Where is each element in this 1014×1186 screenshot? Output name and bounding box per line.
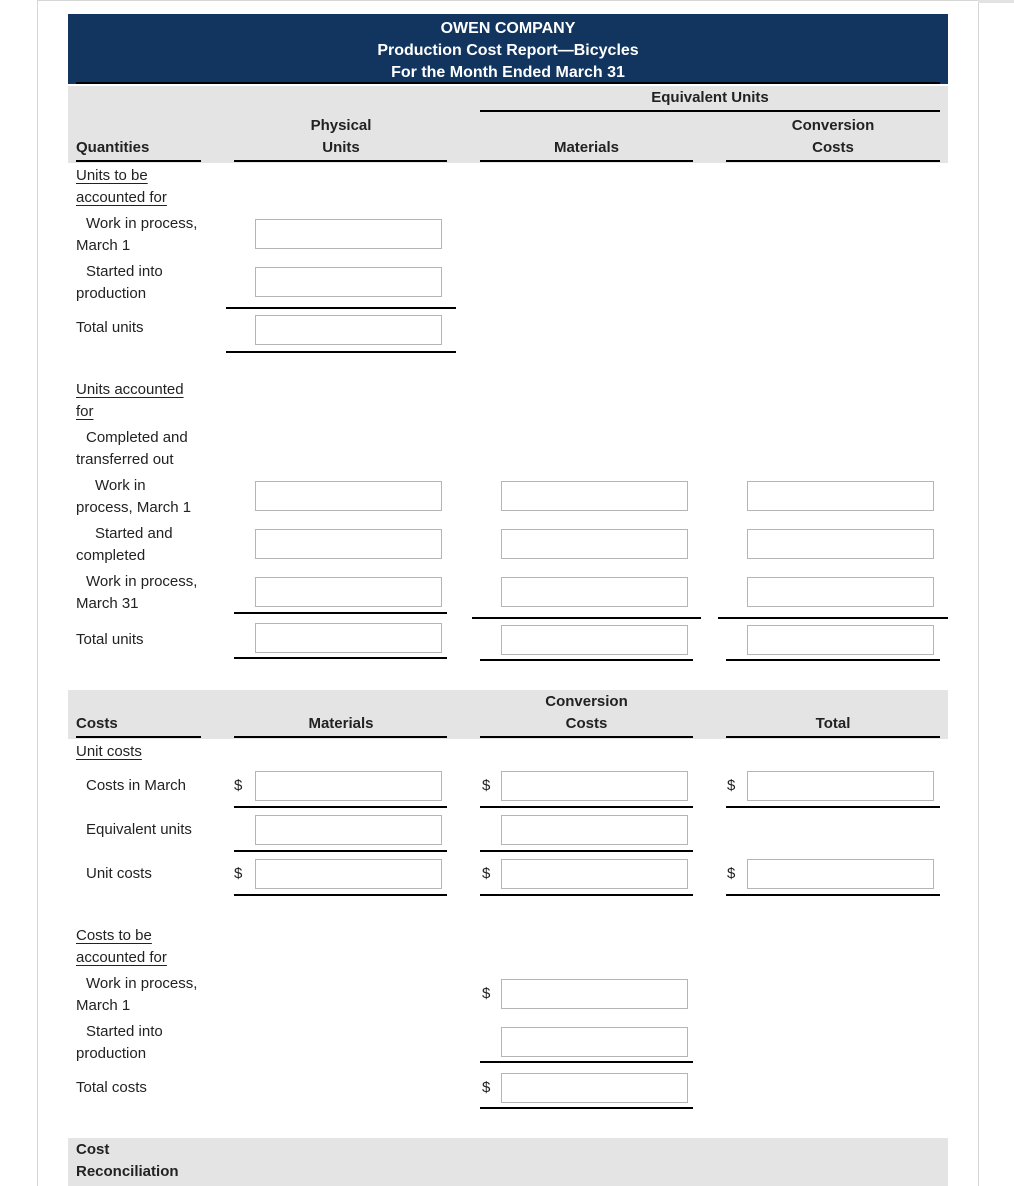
- label-started-into-production: Started into production: [76, 263, 163, 302]
- materials-equivalent-units-input[interactable]: [255, 815, 442, 845]
- materials-total-units-input[interactable]: [501, 625, 688, 655]
- report-title: Production Cost Report—Bicycles: [377, 42, 639, 59]
- label-total-units: Total units: [76, 319, 144, 336]
- label-total-costs: Total costs: [76, 1079, 147, 1096]
- costs-col-total: Total: [815, 715, 851, 732]
- materials-rule: [480, 160, 693, 162]
- label-wip-march1: Work in process, March 1: [76, 215, 198, 254]
- units-to-be-accounted-heading: Units to be accounted for: [76, 167, 167, 206]
- rule-unit-costs-materials: [234, 894, 447, 896]
- costs-wip-march1-input[interactable]: [501, 979, 688, 1009]
- quantities-rule: [76, 160, 201, 162]
- dollar-sign: $: [482, 865, 491, 882]
- rule-costs-march-total: [726, 806, 940, 808]
- costs-label-rule: [76, 736, 201, 738]
- total-rule-materials: [480, 659, 693, 661]
- physical-total-units-2-input[interactable]: [255, 623, 442, 653]
- equivalent-units-rule: [480, 110, 940, 112]
- costs-label: Costs: [76, 715, 118, 732]
- costs-conversion-rule: [480, 736, 693, 738]
- total-rule-physical: [234, 657, 447, 659]
- equivalent-units-header: Equivalent Units: [651, 89, 769, 106]
- frame-left: [37, 0, 38, 1186]
- conversion-started-completed-input[interactable]: [747, 529, 934, 559]
- costs-started-input[interactable]: [501, 1027, 688, 1057]
- reconciliation-header-band: [68, 1138, 948, 1186]
- frame-right: [978, 0, 979, 1186]
- col-materials: Materials: [553, 139, 620, 156]
- physical-wip-march31-input[interactable]: [255, 577, 442, 607]
- col-conversion-costs: Conversion Costs: [791, 117, 875, 156]
- physical-wip-march1-input[interactable]: [255, 219, 442, 249]
- subtotal-rule-1: [226, 307, 456, 309]
- rule-costs-march-materials: [234, 806, 447, 808]
- subtotal-rule-materials: [472, 617, 701, 619]
- physical-total-units-input[interactable]: [255, 315, 442, 345]
- conversion-equivalent-units-input[interactable]: [501, 815, 688, 845]
- label-costs-in-march: Costs in March: [86, 777, 187, 794]
- total-rule-conversion: [726, 659, 940, 661]
- conversion-unit-costs-input[interactable]: [501, 859, 688, 889]
- rule-costs-march-conversion: [480, 806, 693, 808]
- materials-started-completed-input[interactable]: [501, 529, 688, 559]
- costs-materials-rule: [234, 736, 447, 738]
- costs-total-rule: [726, 736, 940, 738]
- company-name: OWEN COMPANY: [440, 20, 576, 37]
- report-header: [68, 14, 948, 84]
- header-rule: [76, 82, 940, 84]
- label-completed-transferred: Completed and transferred out: [76, 429, 188, 468]
- costs-to-be-accounted-heading: Costs to be accounted for: [76, 927, 167, 966]
- physical-comp-wip-input[interactable]: [255, 481, 442, 511]
- conversion-costs-in-march-input[interactable]: [501, 771, 688, 801]
- dollar-sign: $: [727, 865, 736, 882]
- materials-comp-wip-input[interactable]: [501, 481, 688, 511]
- rule-total-costs: [480, 1107, 693, 1109]
- scroll-edge: [978, 0, 1014, 3]
- physical-rule: [234, 160, 447, 162]
- dollar-sign: $: [482, 777, 491, 794]
- total-unit-costs-input[interactable]: [747, 859, 934, 889]
- label-equivalent-units: Equivalent units: [86, 821, 192, 838]
- rule-unit-costs-total: [726, 894, 940, 896]
- dollar-sign: $: [482, 1079, 491, 1096]
- rule-eq-units-materials: [234, 850, 447, 852]
- rule-costs-subtotal: [480, 1061, 693, 1063]
- col-physical-units: Physical Units: [310, 117, 372, 156]
- total-costs-in-march-input[interactable]: [747, 771, 934, 801]
- label-started-completed: Started and completed: [76, 525, 173, 564]
- physical-started-completed-input[interactable]: [255, 529, 442, 559]
- label-total-units-2: Total units: [76, 631, 144, 648]
- dollar-sign: $: [727, 777, 736, 794]
- total-costs-input[interactable]: [501, 1073, 688, 1103]
- costs-col-materials: Materials: [308, 715, 374, 732]
- label-costs-wip-march1: Work in process, March 1: [76, 975, 198, 1014]
- dollar-sign: $: [234, 777, 243, 794]
- physical-started-input[interactable]: [255, 267, 442, 297]
- conversion-total-units-input[interactable]: [747, 625, 934, 655]
- frame-top: [37, 0, 978, 1]
- label-unit-costs: Unit costs: [86, 865, 152, 882]
- materials-wip-march31-input[interactable]: [501, 577, 688, 607]
- dollar-sign: $: [234, 865, 243, 882]
- quantities-label: Quantities: [76, 139, 150, 156]
- unit-costs-heading: Unit costs: [76, 743, 142, 760]
- reconciliation-label: Cost Reconciliation: [76, 1141, 179, 1180]
- subtotal-rule-conversion: [718, 617, 948, 619]
- report-period: For the Month Ended March 31: [391, 64, 625, 81]
- units-accounted-heading: Units accounted for: [76, 381, 184, 420]
- rule-unit-costs-conversion: [480, 894, 693, 896]
- subtotal-rule-physical: [234, 612, 447, 614]
- dollar-sign: $: [482, 985, 491, 1002]
- label-costs-started: Started into production: [76, 1023, 163, 1062]
- label-wip-march31: Work in process, March 31: [76, 573, 198, 612]
- label-comp-wip-march1: Work in process, March 1: [76, 477, 192, 516]
- conversion-comp-wip-input[interactable]: [747, 481, 934, 511]
- conversion-wip-march31-input[interactable]: [747, 577, 934, 607]
- materials-unit-costs-input[interactable]: [255, 859, 442, 889]
- costs-col-conversion: Conversion Costs: [545, 693, 628, 732]
- conversion-rule: [726, 160, 940, 162]
- materials-costs-in-march-input[interactable]: [255, 771, 442, 801]
- total-rule-1: [226, 351, 456, 353]
- rule-eq-units-conversion: [480, 850, 693, 852]
